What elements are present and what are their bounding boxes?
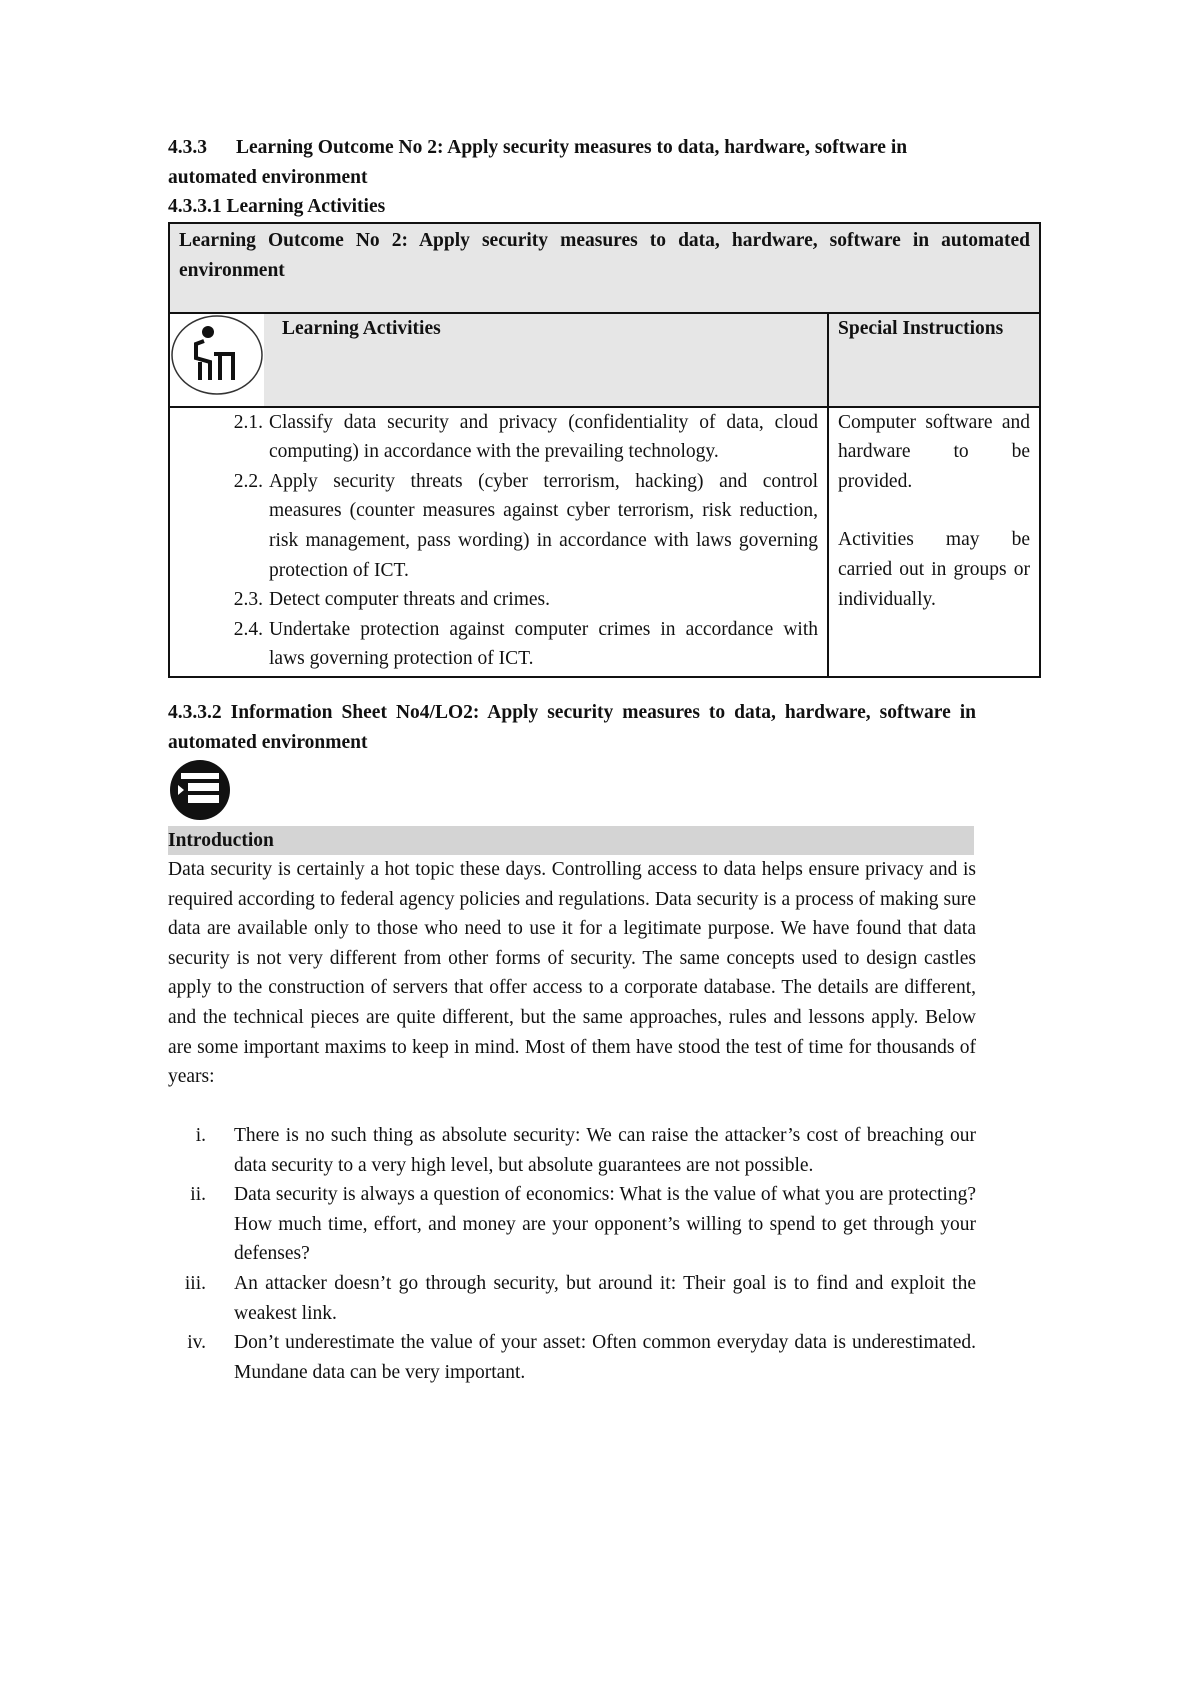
information-sheet-heading: 4.3.3.2 Information Sheet No4/LO2: Apply security measures to data, hardware, software in automated environment [168,702,976,753]
information-sheet-icon [168,760,232,830]
instruction-text: Computer software and hardware to be provided. [838,411,1030,492]
activities-cell [169,407,828,677]
learning-activities-heading: 4.3.3.1 Learning Activities [168,196,386,217]
list-item: 2.3. Detect computer threats and crimes. [233,589,551,611]
list-item: ii. Data security is always a question of economics: What is the value of what you are protecting? How much time, effort, and money are your opponent’s willing to spend to get through your defenses? [190,1184,976,1265]
introduction-text: Data security is certainly a hot topic these days. Controlling access to data helps ensure privacy and is required according to federal agency policies and regulations. Data security is a process of making sure data are available only to those who need to use it for a legitimate purpose. We have found that data security is not very different from other forms of security. The same concepts used to design castles apply to the construction of servers that offer access to a corporate database. The details are different, and the technical pieces are quite different, but the same approaches, rules and lessons apply. Below are some important maxims to keep in mind. Most of them have stood the test of time for thousands of years: [168,859,976,1088]
list-item: 2.4. Undertake protection against computer crimes in accordance with laws governing protection of ICT. [233,618,818,670]
introduction-label: Introduction [168,826,974,855]
list-item: 2.2. Apply security threats (cyber terrorism, hacking) and control measures (counter measures against cyber terrorism, risk reduction, risk management, pass wording) in accordance with laws governing protection of ICT. [233,470,818,581]
list-item: iv. Don’t underestimate the value of your asset: Often common everyday data is underestimated. Mundane data can be very important. [187,1332,976,1383]
instructions-cell [828,407,1040,677]
list-item: iii. An attacker doesn’t go through security, but around it: Their goal is to find and exploit the weakest link. [184,1272,976,1324]
learning-activities-table [168,222,1041,678]
special-instructions-header: Special Instructions [828,313,1040,407]
list-item: 2.1. Classify data security and privacy (confidentiality of data, cloud computing) in accordance with the prevailing technology. [233,411,818,463]
learning-activities-header: Learning Activities [264,313,828,407]
learner-icon [169,313,264,407]
outcome-heading: 4.3.3 Learning Outcome No 2: Apply security measures to data, hardware, software in automated environment [168,137,908,188]
instruction-text: Activities may be carried out in groups or individually. [838,529,1030,610]
table-title: Learning Outcome No 2: Apply security measures to data, hardware, software in automated environment [169,223,1040,313]
list-item: i. There is no such thing as absolute security: We can raise the attacker’s cost of breaching our data security to a very high level, but absolute guarantees are not possible. [195,1125,976,1176]
maxims-list [168,1121,976,1387]
